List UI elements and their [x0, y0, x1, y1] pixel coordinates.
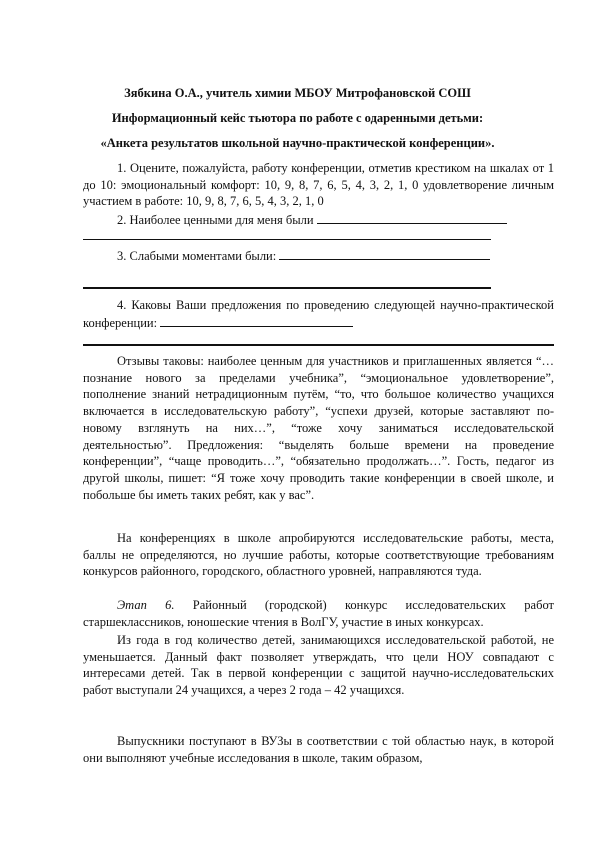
- author-line: Зябкина О.А., учитель химии МБОУ Митрофановской СОШ: [124, 86, 471, 100]
- question-4: [83, 297, 554, 331]
- answer-line-2a: [317, 211, 507, 224]
- paragraph-stage-6: [83, 597, 554, 630]
- stage-label: Этап 6.: [117, 598, 175, 612]
- question-1: 1. Оцените, пожалуйста, работу конференции, отметив крестиком на шкалах от 1 до 10: эмоциональный комфорт: 10, 9, 8, 7, 6, 5, 4, 3, 2, 1, 0 удовлетворение личным участием в работе: 10, 9, 8, 7, 6, 5, 4, 3, 2, 1, 0: [83, 161, 554, 209]
- question-3: [83, 247, 554, 265]
- stage-text: Районный (городской) конкурс исследовательских работ старшеклассников, юношеские чтения в ВолГУ, участие в иных конкурсах.: [83, 598, 554, 629]
- question-2: [83, 211, 554, 229]
- paragraph-feedback: Отзывы таковы: наиболее ценным для участников и приглашенных является “…познание нового за пределами учебника”, “эмоциональное удовлетворение”, пополнение знаний нетрадиционным путём, “то, что большое количество учащихся включается в исследовательскую работу”, “успехи друзей, которые заставляют по-новому взглянуть на них…”, “тоже хочу заниматься исследовательской деятельностью”. Предложения: “выделять больше времени на проведение конференции”, “чаще проводить…”, “обязательно продолжать…”. Гость, педагог из другой школы, пишет: “Я тоже хочу проводить такие конференции в своей школе, и побольше бы иметь таких ребят, как у вас”.: [83, 354, 554, 502]
- answer-line-3a: [279, 247, 490, 260]
- question-3-label: 3. Слабыми моментами были:: [117, 249, 277, 263]
- document-subtitle: Информационный кейс тьютора по работе с одаренными детьми:: [111, 111, 484, 125]
- answer-line-4a: [160, 314, 353, 327]
- document-title: «Анкета результатов школьной научно-практической конференции».: [100, 136, 495, 150]
- answer-line-4b: [83, 344, 554, 346]
- paragraph-results: Из года в год количество детей, занимающихся исследовательской работой, не уменьшается. Данный факт позволяет утверждать, что цели НОУ совпадают с интересами детей. Так в первой конференции с защитой научно-исследовательских работ выступали 24 учащихся, а через 2 года – 42 учащихся.: [83, 633, 554, 698]
- paragraph-conferences: На конференциях в школе апробируются исследовательские работы, места, баллы не определяются, но лучшие работы, которые соответствующие требованиям конкурсов районного, городского, областного уровней, направляются туда.: [83, 531, 554, 579]
- question-2-label: 2. Наиболее ценными для меня были: [117, 213, 314, 227]
- question-4-label: 4. Каковы Ваши предложения по проведению следующей научно-практической конференции:: [83, 298, 554, 330]
- answer-line-3b: [83, 287, 491, 289]
- answer-line-2b: [83, 239, 491, 240]
- paragraph-graduates: Выпускники поступают в ВУЗы в соответствии с той областью наук, в которой они выполняют учебные исследования в школе, таким образом,: [83, 734, 554, 765]
